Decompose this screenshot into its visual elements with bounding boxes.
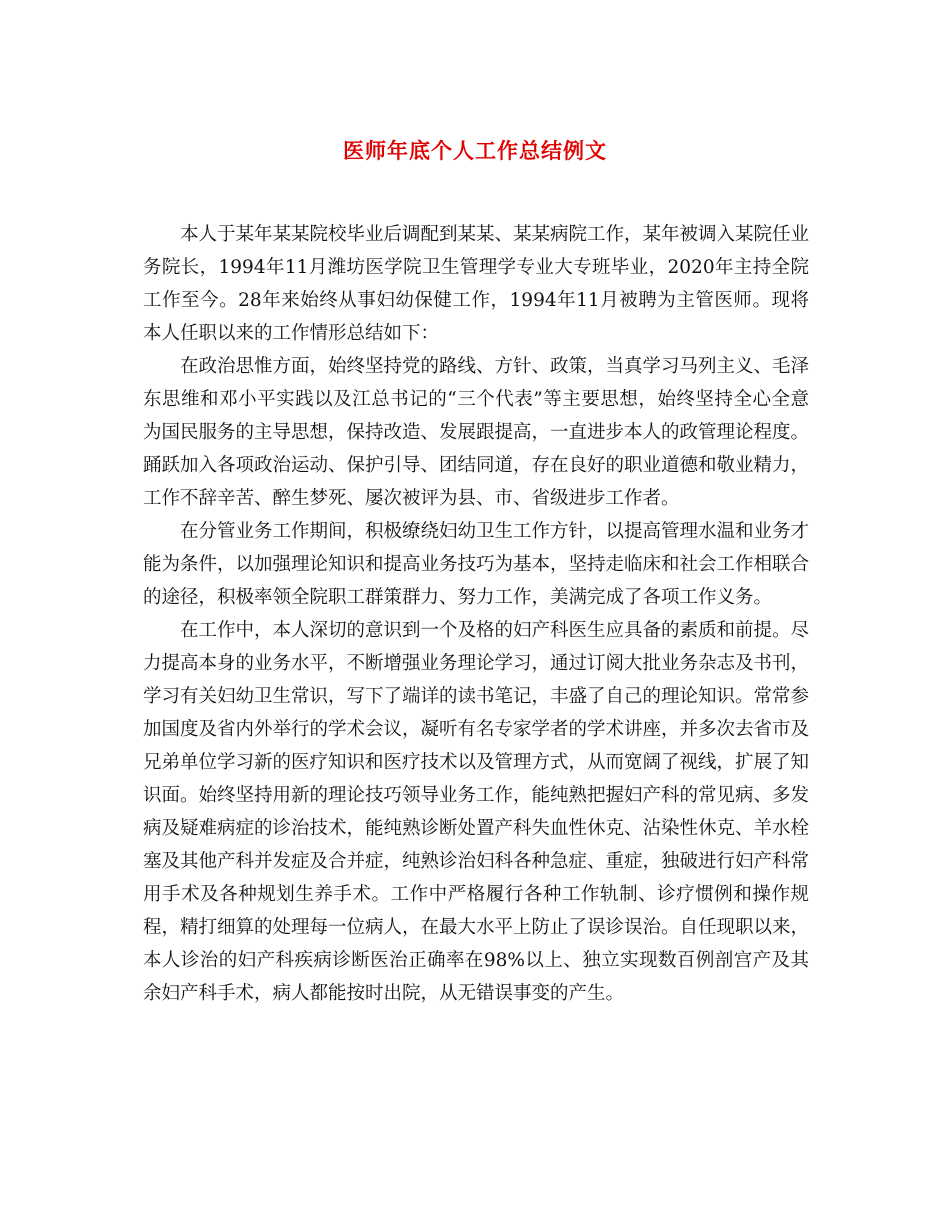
document-title: 医师年底个人工作总结例文 [343, 138, 607, 163]
paragraph-clinical: 在工作中，本人深切的意识到一个及格的妇产科医生应具备的素质和前提。尽力提高本身的业务水平，不断增强业务理论学习，通过订阅大批业务杂志及书刊，学习有关妇幼卫生常识，写下了端详的读书笔记，丰盛了自己的理论知识。常常参加国度及省内外举行的学术会议，凝听有名专家学者的学术讲座，并多次去省市及兄弟单位学习新的医疗知识和医疗技术以及管理方式，从而宽阔了视线，扩展了知识面。始终坚持用新的理论技巧领导业务工作，能纯熟把握妇产科的常见病、多发病及疑难病症的诊治技术，能纯熟诊断处置产科失血性休克、沾染性休克、羊水栓塞及其他产科并发症及合并症，纯熟诊治妇科各种急症、重症，独破进行妇产科常用手术及各种规划生养手术。工作中严格履行各种工作轨制、诊疗惯例和操作规程，精打细算的处理每一位病人，在最大水平上防止了误诊误治。自任现职以来，本人诊治的妇产科疾病诊断医治正确率在98%以上、独立实现数百例剖宫产及其余妇产科手术，病人都能按时出院，从无错误事变的产生。 [143, 620, 810, 1004]
paragraph-intro: 本人于某年某某院校毕业后调配到某某、某某病院工作，某年被调入某院任业务院长，1994年11月潍坊医学院卫生管理学专业大专班毕业，2020年主持全院工作至今。28年来始终从事妇幼保健工作，1994年11月被聘为主管医师。现将本人任职以来的工作情形总结如下： [143, 224, 810, 344]
paragraph-management: 在分管业务工作期间，积极缭绕妇幼卫生工作方针，以提高管理水温和业务才能为条件，以加强理论知识和提高业务技巧为基本，坚持走临床和社会工作相联合的途径，积极率领全院职工群策群力、努力工作，美满完成了各项工作义务。 [143, 521, 810, 608]
paragraph-political: 在政治思惟方面，始终坚持党的路线、方针、政策，当真学习马列主义、毛泽东思维和邓小平实践以及江总书记的“三个代表”等主要思想，始终坚持全心全意为国民服务的主导思想，保持改造、发展跟提高，一直进步本人的政管理论程度。踊跃加入各项政治运动、保护引导、团结同道，存在良好的职业道德和敬业精力，工作不辞辛苦、醉生梦死、屡次被评为县、市、省级进步工作者。 [143, 356, 810, 509]
document-body [143, 218, 809, 1010]
